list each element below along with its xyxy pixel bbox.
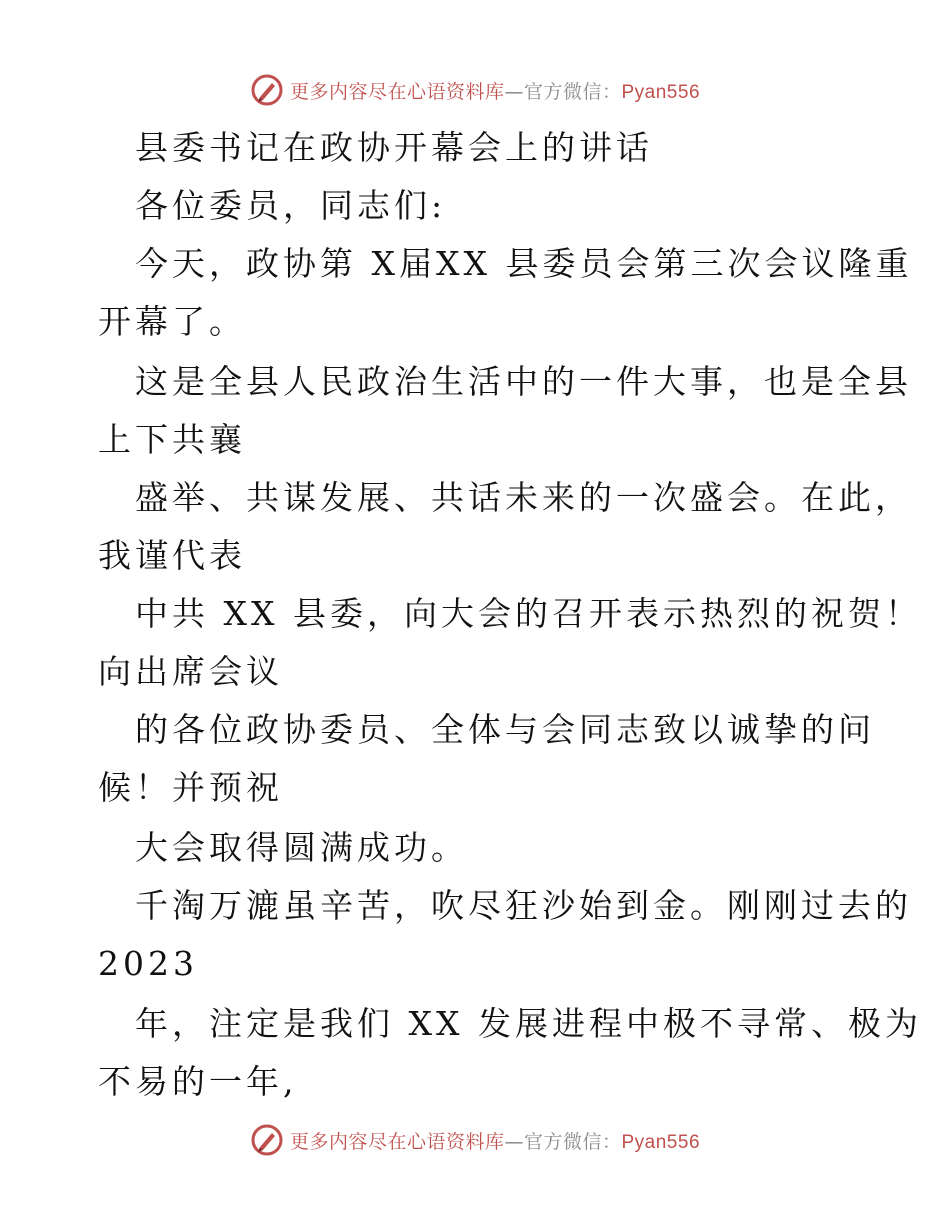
banner-dash: — xyxy=(504,80,524,103)
paragraph-line: 千淘万漉虽辛苦，吹尽狂沙始到金。刚刚过去的 xyxy=(135,886,912,925)
paragraph-line: 中共 XX 县委，向大会的召开表示热烈的祝贺！ xyxy=(135,594,922,633)
paragraph-line: 2023 xyxy=(98,944,198,983)
pen-logo-icon xyxy=(250,73,284,107)
banner-wechat-label: 官方微信： xyxy=(523,1130,622,1153)
salutation: 各位委员，同志们: xyxy=(135,186,447,225)
document-title: 县委书记在政协开幕会上的讲话 xyxy=(135,128,653,167)
paragraph-line: 盛举、共谋发展、共话未来的一次盛会。在此， xyxy=(135,478,912,517)
banner-dash: — xyxy=(504,1130,524,1153)
banner-wechat-handle: Pyan556 xyxy=(621,81,701,103)
paragraph-line: 这是全县人民政治生活中的一件大事，也是全县 xyxy=(135,362,912,401)
paragraph-line: 年，注定是我们 XX 发展进程中极不寻常、极为 xyxy=(135,1004,922,1043)
paragraph-line: 候！并预祝 xyxy=(98,768,283,807)
paragraph-line: 上下共襄 xyxy=(98,420,246,459)
banner-text xyxy=(290,1127,700,1154)
paragraph-line: 开幕了。 xyxy=(98,302,246,341)
banner-wechat-handle: Pyan556 xyxy=(621,1131,701,1153)
banner-main-text: 更多内容尽在心语资料库 xyxy=(289,1130,505,1153)
paragraph-line: 我谨代表 xyxy=(98,536,246,575)
pen-logo-icon xyxy=(250,1123,284,1157)
banner-wechat-label: 官方微信： xyxy=(523,80,622,103)
banner-text xyxy=(290,77,700,104)
paragraph-line: 向出席会议 xyxy=(98,652,283,691)
paragraph-line: 不易的一年, xyxy=(98,1062,298,1101)
header-banner xyxy=(0,70,950,110)
paragraph-line: 的各位政协委员、全体与会同志致以诚挚的问 xyxy=(135,710,875,749)
paragraph-line: 今天，政协第 X届XX 县委员会第三次会议隆重 xyxy=(135,244,913,283)
paragraph-line: 大会取得圆满成功。 xyxy=(135,828,468,867)
banner-main-text: 更多内容尽在心语资料库 xyxy=(289,80,505,103)
footer-banner xyxy=(0,1120,950,1160)
